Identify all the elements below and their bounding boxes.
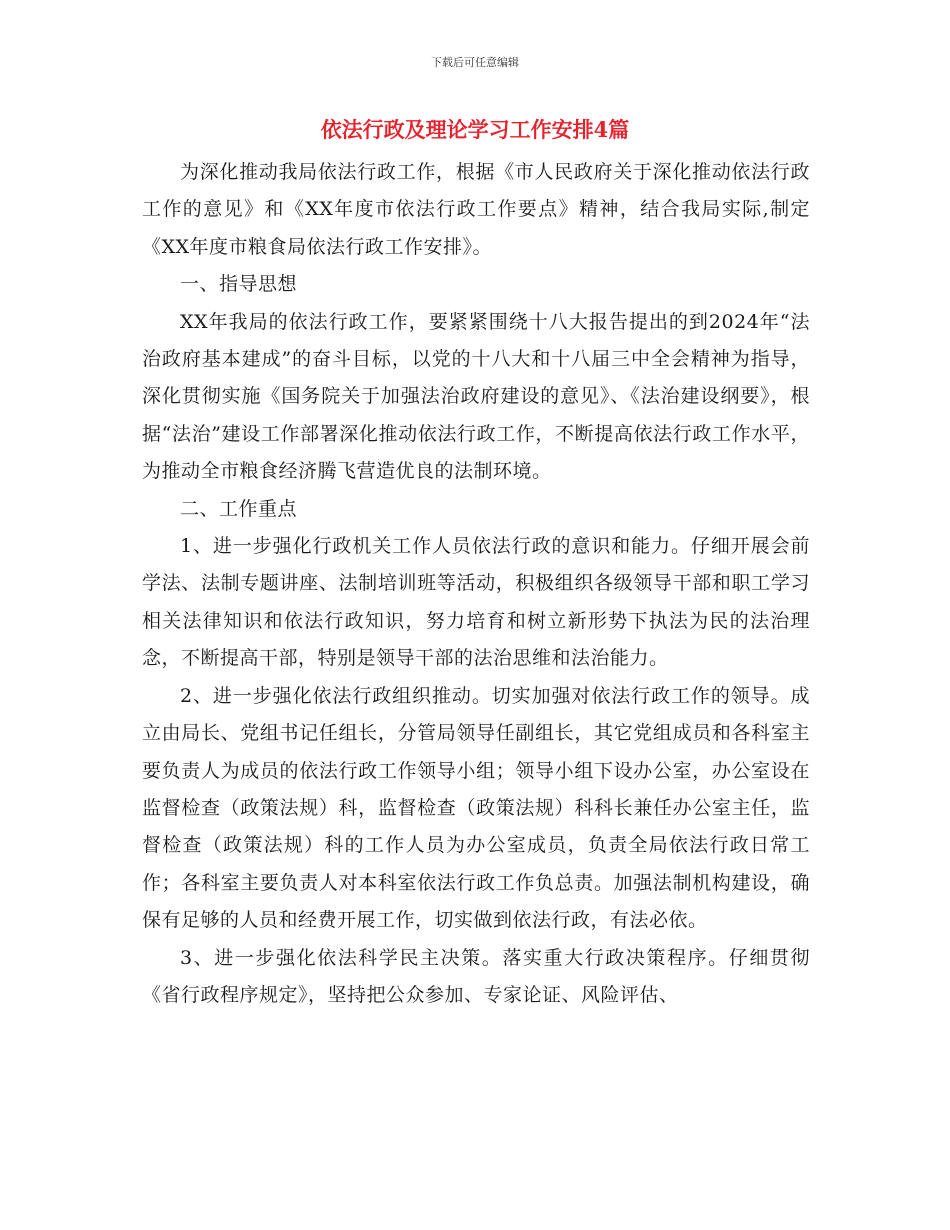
- paragraph-focus-1: 1、进一步强化行政机关工作人员依法行政的意识和能力。仔细开展会前学法、法制专题讲座、法制培训班等活动，积极组织各级领导干部和职工学习相关法律知识和依法行政知识，努力培育和树立新形势下执法为民的法治理念，不断提高干部，特别是领导干部的法治思维和法治能力。: [142, 535, 810, 670]
- paragraph-focus-3: 3、进一步强化依法科学民主决策。落实重大行政决策程序。仔细贯彻《省行政程序规定》，坚持把公众参加、专家论证、风险评估、: [142, 946, 810, 1006]
- document-title: 依法行政及理论学习工作安排4篇: [320, 117, 630, 142]
- paragraph-focus-2: 2、进一步强化依法行政组织推动。切实加强对依法行政工作的领导。成立由局长、党组书记任组长，分管局领导任副组长，其它党组成员和各科室主要负责人为成员的依法行政工作领导小组；领导小组下设办公室，办公室设在监督检查（政策法规）科，监督检查（政策法规）科科长兼任办公室主任，监督检查（政策法规）科的工作人员为办公室成员，负责全局依法行政日常工作；各科室主要负责人对本科室依法行政工作负总责。加强法制机构建设，确保有足够的人员和经费开展工作，切实做到依法行政，有法必依。: [142, 684, 810, 932]
- document-body: [142, 154, 810, 1014]
- paragraph-intro: 为深化推动我局依法行政工作，根据《市人民政府关于深化推动依法行政工作的意见》和《XX年度市依法行政工作要点》精神，结合我局实际,制定《XX年度市粮食局依法行政工作安排》。: [142, 161, 810, 258]
- heading-work-focus: 二、工作重点: [180, 497, 298, 520]
- paragraph-guiding-ideology: XX年我局的依法行政工作，要紧紧围绕十八大报告提出的到2024年“法治政府基本建成”的奋斗目标，以党的十八大和十八届三中全会精神为指导，深化贯彻实施《国务院关于加强法治政府建设的意见》、《法治建设纲要》，根据“法治”建设工作部署深化推动依法行政工作，不断提高依法行政工作水平，为推动全市粮食经济腾飞营造优良的法制环境。: [142, 310, 810, 483]
- header-note: 下载后可任意编辑: [431, 56, 519, 69]
- heading-guiding-ideology: 一、指导思想: [180, 273, 298, 296]
